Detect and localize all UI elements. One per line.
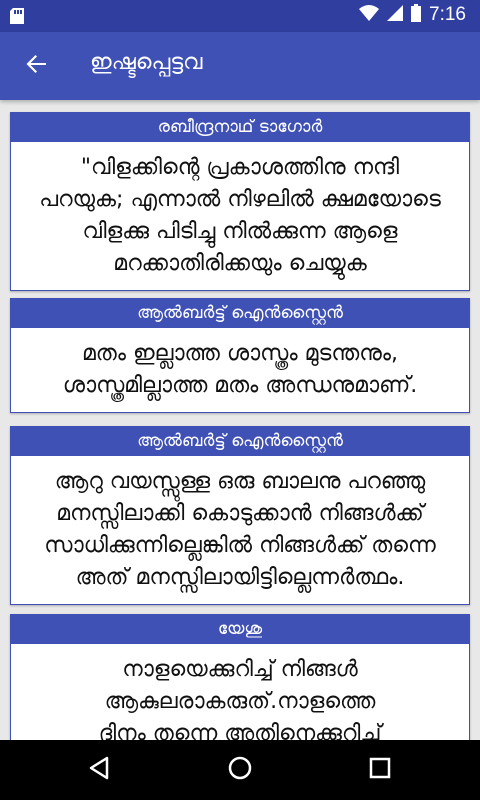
battery-icon bbox=[411, 4, 421, 26]
quote-line: നാളയെക്കുറിച്ച് നിങ്ങൾ bbox=[122, 657, 358, 682]
nav-back-button[interactable] bbox=[79, 750, 119, 790]
quote-author: ആൽബർട്ട് ഐൻസ്റ്റൈൻ bbox=[10, 426, 470, 456]
quote-author: ആൽബർട്ട് ഐൻസ്റ്റൈൻ bbox=[10, 298, 470, 328]
app-bar bbox=[0, 32, 480, 100]
navigation-bar bbox=[0, 740, 480, 800]
quote-line: മനസ്സിലാക്കി കൊടുക്കാൻ നിങ്ങൾക്ക് bbox=[56, 501, 424, 526]
nav-home-button[interactable] bbox=[220, 750, 260, 790]
back-button[interactable] bbox=[14, 44, 58, 88]
quote-line: ദിനം തന്നെ അതിനെക്കുറിച് bbox=[98, 721, 382, 740]
quote-line: ആകുലരാകരുത്.നാളത്തെ bbox=[104, 689, 376, 714]
nav-recents-button[interactable] bbox=[360, 750, 400, 790]
quote-line: ആറു വയസ്സുള്ള ഒരു ബാലനു പറഞ്ഞു bbox=[54, 469, 426, 494]
quote-card[interactable] bbox=[10, 614, 470, 740]
quote-author: രബീന്ദ്രനാഥ് ടാഗോർ bbox=[10, 112, 470, 142]
quote-card[interactable] bbox=[10, 426, 470, 605]
quote-line: മതം ഇല്ലാത്ത ശാസ്ത്രം മുടന്തനും, bbox=[81, 341, 399, 366]
quote-line: പറയുക; എന്നാൽ നിഴലിൽ ക്ഷമയോടെ bbox=[39, 187, 441, 212]
nav-back-icon bbox=[88, 756, 110, 784]
quote-line: അത് മനസ്സിലായിട്ടില്ലെന്നർത്ഥം. bbox=[75, 565, 405, 590]
page-title: ഇഷ്ടപ്പെട്ടവ bbox=[90, 50, 203, 75]
quote-card[interactable] bbox=[10, 298, 470, 413]
nav-home-icon bbox=[228, 756, 252, 784]
quote-text bbox=[10, 456, 470, 605]
quote-text bbox=[10, 644, 470, 740]
sd-card-icon bbox=[10, 8, 24, 28]
quote-card[interactable] bbox=[10, 112, 470, 291]
quote-line: "വിളക്കിന്റെ പ്രകാശത്തിനു നന്ദി bbox=[80, 155, 400, 180]
quote-line: മറക്കാതിരിക്കയും ചെയ്യുക bbox=[113, 251, 367, 276]
signal-icon bbox=[387, 5, 403, 25]
nav-recents-icon bbox=[369, 757, 391, 783]
status-bar bbox=[0, 0, 480, 32]
quote-text bbox=[10, 328, 470, 413]
quote-line: സാധിക്കുന്നില്ലെങ്കിൽ നിങ്ങൾക്ക് തന്നെ bbox=[44, 533, 436, 558]
quote-line: ശാസ്ത്രമില്ലാത്ത മതം അന്ധനുമാണ്. bbox=[62, 373, 418, 398]
wifi-icon bbox=[359, 5, 379, 25]
quote-list[interactable] bbox=[0, 100, 480, 740]
back-arrow-icon bbox=[25, 53, 47, 79]
quote-text bbox=[10, 142, 470, 291]
quote-author: യേശു bbox=[10, 614, 470, 644]
quote-line: വിളക്കു പിടിച്ചു നിൽക്കുന്ന ആളെ bbox=[82, 219, 398, 244]
status-time: 7:16 bbox=[429, 4, 466, 25]
